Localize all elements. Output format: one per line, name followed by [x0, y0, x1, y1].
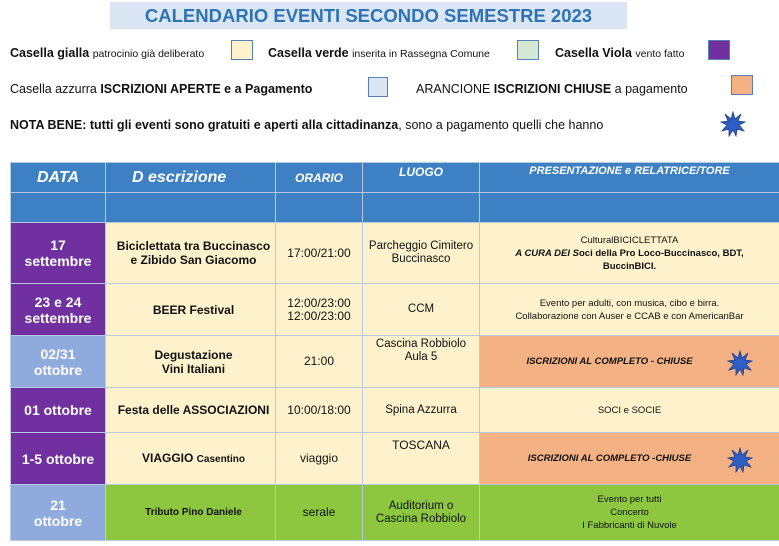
description-cell: Tributo Pino Daniele: [106, 485, 276, 541]
place-cell: Parcheggio Cimitero Buccinasco: [363, 223, 480, 284]
starburst-icon: [727, 350, 753, 376]
starburst-icon: [720, 111, 746, 137]
presenter-cell: Evento per adulti, con musica, cibo e birra. Collaborazione con Auser e CCAB e con AmericanBar: [480, 284, 779, 336]
description-cell: Degustazione Vini Italiani: [106, 336, 276, 388]
place-cell: Spina Azzurra: [363, 388, 480, 433]
place-cell: Cascina Robbiolo Aula 5: [363, 336, 480, 388]
time-cell: 17:00/21:00: [276, 223, 363, 284]
time-cell: serale: [276, 485, 363, 541]
description-cell: BEER Festival: [106, 284, 276, 336]
table-row: [11, 433, 779, 485]
description-cell: VIAGGIO Casentino: [106, 433, 276, 485]
header-luogo: LUOGO: [363, 163, 480, 193]
presenter-cell: SOCI e SOCIE: [480, 388, 779, 433]
description-cell: Biciclettata tra Buccinasco e Zibido San Giacomo: [106, 223, 276, 284]
orange-swatch: [731, 75, 753, 95]
closed-registration-cell: ISCRIZIONI AL COMPLETO -CHIUSE: [480, 433, 779, 485]
legend-orange: ARANCIONE ISCRIZIONI CHIUSE a pagamento: [416, 82, 688, 96]
place-cell: TOSCANA: [363, 433, 480, 485]
legend-azure: Casella azzurra ISCRIZIONI APERTE e a Pagamento: [10, 82, 313, 96]
date-cell: 21 ottobre: [11, 485, 106, 541]
description-cell: Festa delle ASSOCIAZIONI: [106, 388, 276, 433]
azure-swatch: [368, 77, 388, 97]
legend-green: Casella verde inserita in Rassegna Comune: [268, 46, 490, 60]
date-cell: 17 settembre: [11, 223, 106, 284]
legend-violet: Casella Viola vento fatto: [555, 46, 685, 60]
place-cell: Auditorium o Cascina Robbiolo: [363, 485, 480, 541]
table-header-row: [11, 163, 779, 193]
presenter-cell: Evento per tutti Concerto I Fabbricanti di Nuvole: [480, 485, 779, 541]
header-data: DATA: [11, 163, 106, 193]
date-cell: 02/31 ottobre: [11, 336, 106, 388]
green-swatch: [517, 40, 539, 60]
place-cell: CCM: [363, 284, 480, 336]
legend-yellow: Casella gialla patrocinio già deliberato: [10, 46, 205, 60]
table-row: [11, 284, 779, 336]
date-cell: 1-5 ottobre: [11, 433, 106, 485]
header-presentazione: PRESENTAZIONE e RELATRICE/TORE: [480, 163, 779, 193]
header-descrizione: D escrizione: [106, 163, 276, 193]
closed-registration-cell: ISCRIZIONI AL COMPLETO - CHIUSE: [480, 336, 779, 388]
date-cell: 23 e 24 settembre: [11, 284, 106, 336]
time-cell: 21:00: [276, 336, 363, 388]
page-title: CALENDARIO EVENTI SECONDO SEMESTRE 2023: [110, 2, 627, 29]
header-orario: ORARIO: [276, 163, 363, 193]
table-row: [11, 336, 779, 388]
date-cell: 01 ottobre: [11, 388, 106, 433]
table-row: [11, 485, 779, 541]
events-table: [10, 162, 779, 541]
violet-swatch: [708, 40, 730, 60]
table-row: [11, 223, 779, 284]
spacer-row: [11, 193, 779, 223]
note-bene: NOTA BENE: tutti gli eventi sono gratuiti e aperti alla cittadinanza, sono a pagamento quelli che hanno: [10, 118, 604, 132]
table-row: [11, 388, 779, 433]
yellow-swatch: [231, 40, 253, 60]
time-cell: 12:00/23:00 12:00/23:00: [276, 284, 363, 336]
starburst-icon: [727, 447, 753, 473]
time-cell: 10:00/18:00: [276, 388, 363, 433]
presenter-cell: CulturalBICICLETTATA A CURA DEI Soci della Pro Loco-Buccinasco, BDT, BuccinBICI.: [480, 223, 779, 284]
time-cell: viaggio: [276, 433, 363, 485]
